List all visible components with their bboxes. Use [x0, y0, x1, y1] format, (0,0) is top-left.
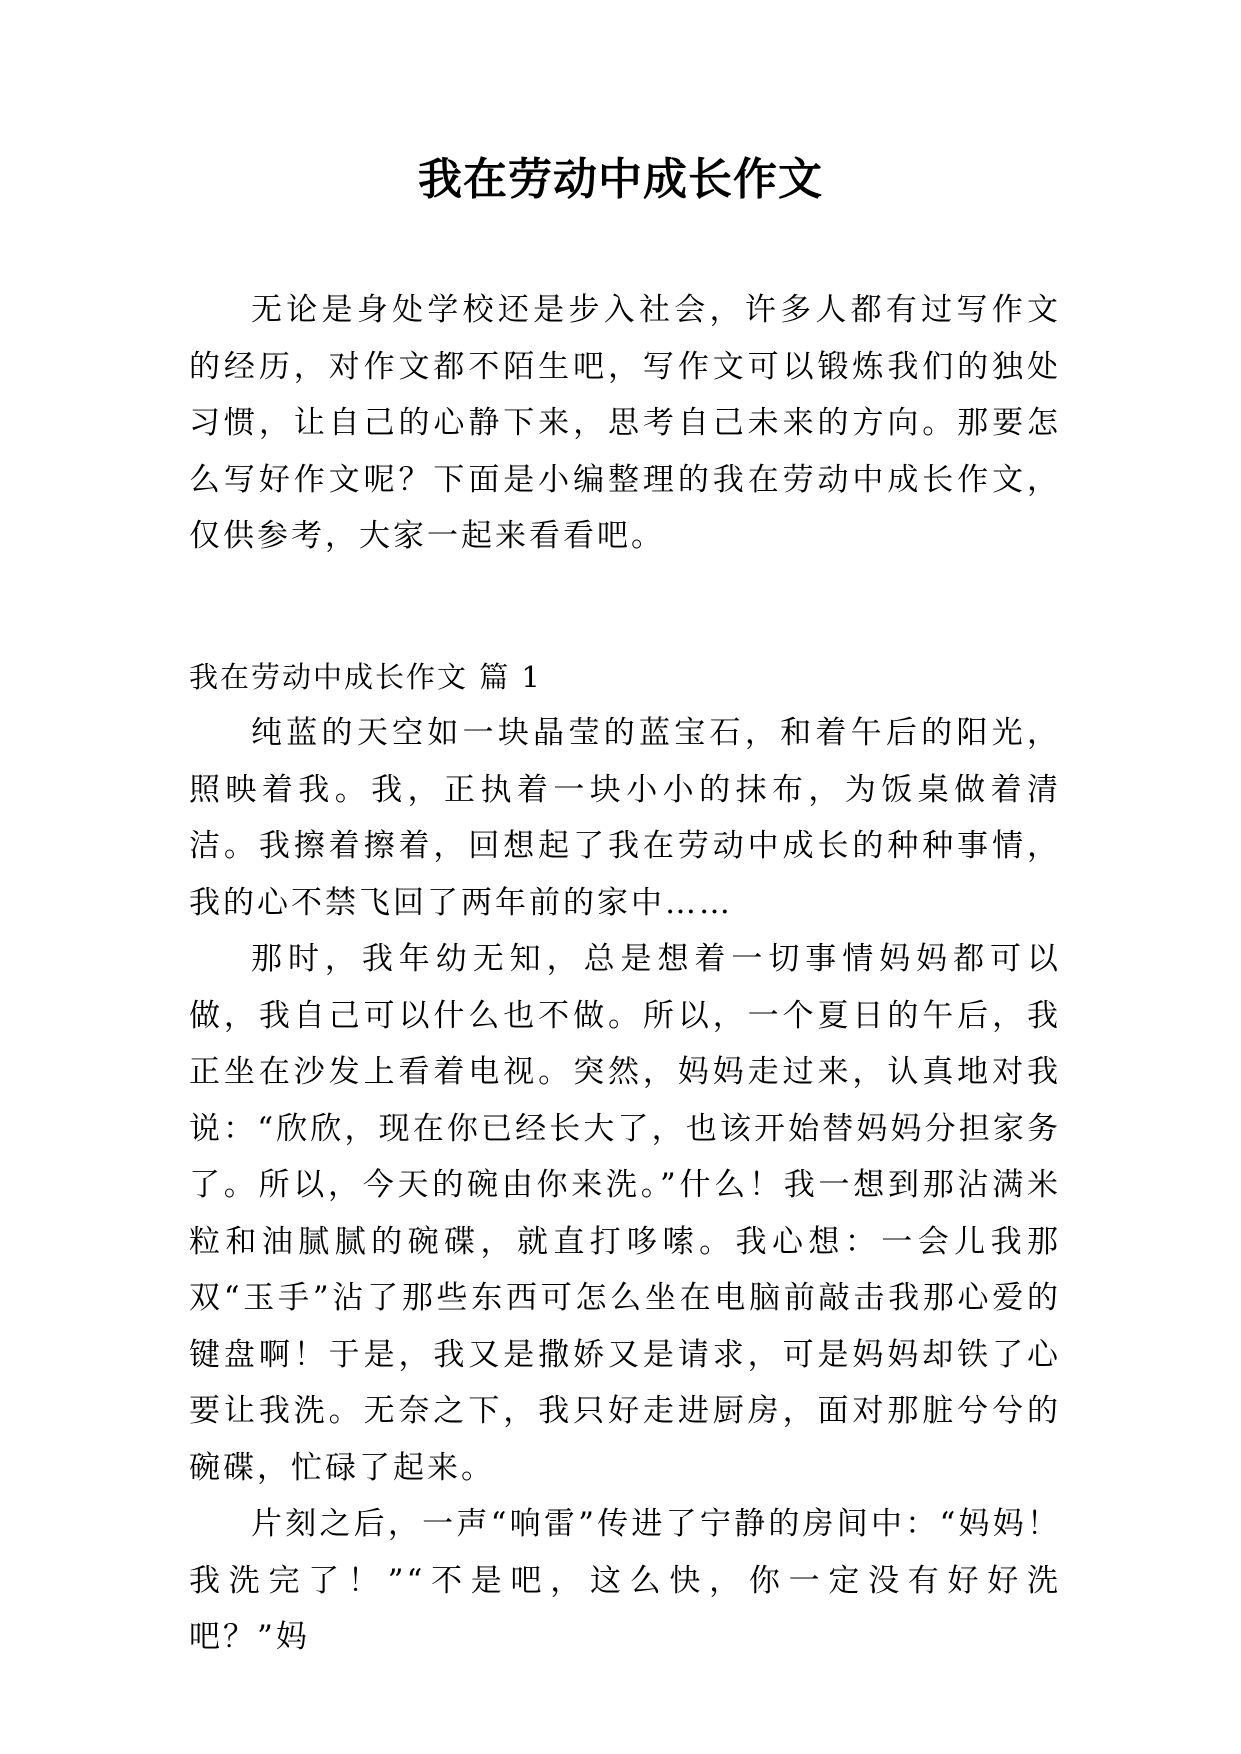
essay-paragraph: 片刻之后，一声“响雷”传进了宁静的房间中：“妈妈！我洗完了！”“不是吧，这么快，你一定没有好好洗吧？”妈: [189, 1506, 1061, 1655]
section-heading: 我在劳动中成长作文 篇 1: [189, 659, 542, 694]
section-spacer: [189, 565, 1061, 649]
document-title: 我在劳动中成长作文: [418, 154, 823, 205]
essay-paragraph: 那时，我年幼无知，总是想着一切事情妈妈都可以做，我自己可以什么也不做。所以，一个夏日的午后，我正坐在沙发上看着电视。突然，妈妈走过来，认真地对我说：“欣欣，现在你已经长大了，也该开始替妈妈分担家务了。所以，今天的碗由你来洗。”什么！我一想到那沾满米粒和油腻腻的碗碟，就直打哆嗦。我心想：一会儿我那双“玉手”沾了那些东西可怎么坐在电脑前敲击我那心爱的键盘啊！于是，我又是撒娇又是请求，可是妈妈却铁了心要让我洗。无奈之下，我只好走进厨房，面对那脏兮兮的碗碟，忙碌了起来。: [189, 941, 1061, 1486]
document-body: [189, 282, 1061, 1666]
essay-paragraph: 纯蓝的天空如一块晶莹的蓝宝石，和着午后的阳光，照映着我。我，正执着一块小小的抹布，为饭桌做着清洁。我擦着擦着，回想起了我在劳动中成长的种种事情，我的心不禁飞回了两年前的家中……: [189, 715, 1061, 921]
intro-paragraph: 无论是身处学校还是步入社会，许多人都有过写作文的经历，对作文都不陌生吧，写作文可以锻炼我们的独处习惯，让自己的心静下来，思考自己未来的方向。那要怎么写好作文呢？下面是小编整理的我在劳动中成长作文，仅供参考，大家一起来看看吧。: [189, 292, 1061, 554]
